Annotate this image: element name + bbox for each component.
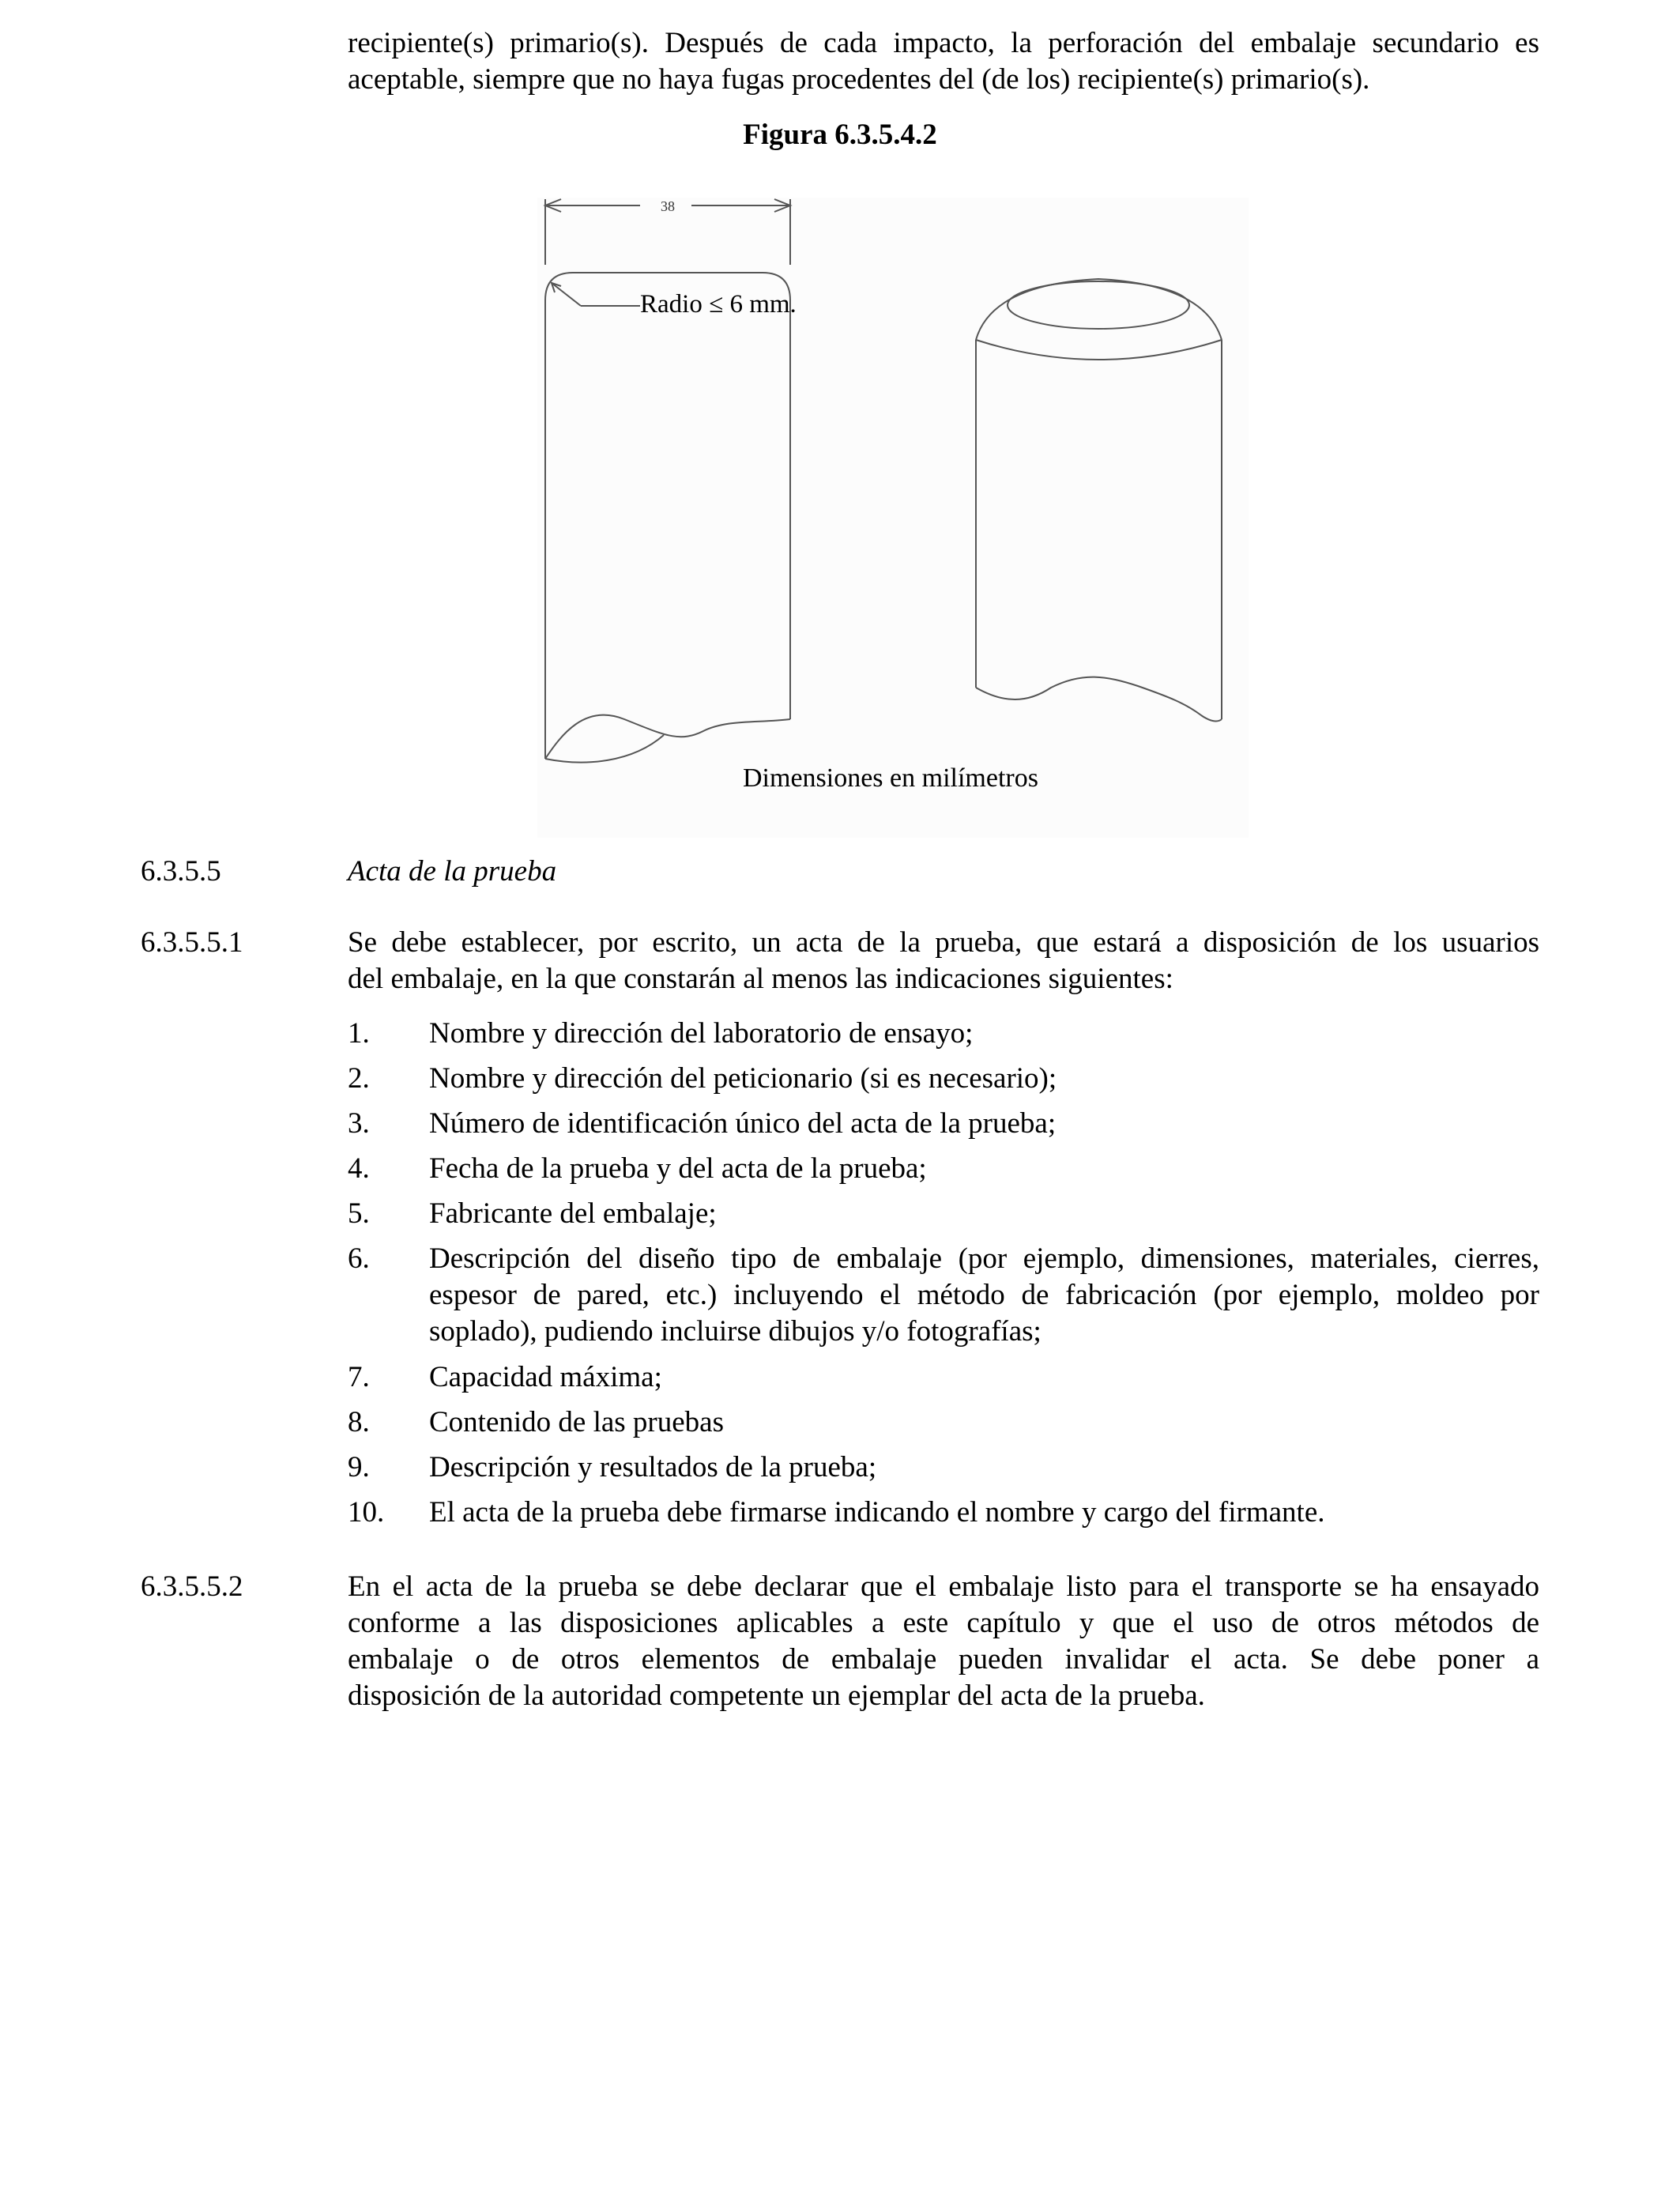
list-item-number: 6. xyxy=(348,1242,370,1275)
list-item-number: 3. xyxy=(348,1107,370,1140)
intro-line: aceptable, siempre que no haya fugas procedentes del (de los) recipiente(s) primario(s). xyxy=(348,63,1370,96)
list-item-text: Contenido de las pruebas xyxy=(429,1406,724,1438)
units-note: Dimensiones en milímetros xyxy=(743,763,1038,793)
intro-paragraph xyxy=(348,25,1539,98)
list-item xyxy=(429,1061,1539,1097)
list-item-text: Descripción y resultados de la prueba; xyxy=(429,1451,877,1483)
list-item-number: 10. xyxy=(348,1496,385,1529)
paragraph-line: En el acta de la prueba se debe declarar que el embalaje listo para el transporte se ha ensayado xyxy=(348,1570,1539,1603)
list-item-text: espesor de pared, etc.) incluyendo el método de fabricación (por ejemplo, moldeo por xyxy=(429,1279,1539,1311)
list-item xyxy=(429,1404,1539,1441)
list-item-number: 9. xyxy=(348,1451,370,1483)
paragraph-line: embalaje o de otros elementos de embalaje pueden invalidar el acta. Se debe poner a xyxy=(348,1643,1539,1676)
list-item-number: 2. xyxy=(348,1062,370,1095)
list-item-text: Capacidad máxima; xyxy=(429,1361,662,1393)
list-item-number: 8. xyxy=(348,1406,370,1438)
list-item-number: 5. xyxy=(348,1197,370,1230)
list-item-number: 7. xyxy=(348,1361,370,1393)
list-item-text: Fecha de la prueba y del acta de la prueba; xyxy=(429,1152,927,1185)
list-item-number: 4. xyxy=(348,1152,370,1185)
intro-line: recipiente(s) primario(s). Después de cada impacto, la perforación del embalaje secundario es xyxy=(348,27,1539,59)
paragraph-line: conforme a las disposiciones aplicables a este capítulo y que el uso de otros métodos de xyxy=(348,1607,1539,1639)
list-item xyxy=(429,1196,1539,1232)
paragraph-number: 6.3.5.5.2 xyxy=(141,1570,243,1603)
list-item xyxy=(429,1106,1539,1142)
list-item-text: El acta de la prueba debe firmarse indicando el nombre y cargo del firmante. xyxy=(429,1496,1325,1529)
paragraph-line: Se debe establecer, por escrito, un acta de la prueba, que estará a disposición de los usuarios xyxy=(348,926,1539,959)
figure-drawing xyxy=(537,198,1249,838)
section-title: Acta de la prueba xyxy=(348,855,557,888)
figure-caption: Figura 6.3.5.4.2 xyxy=(743,119,937,151)
paragraph-text xyxy=(348,1569,1539,1714)
list-item xyxy=(429,1241,1539,1350)
list-item xyxy=(429,1151,1539,1187)
paragraph-line: disposición de la autoridad competente un ejemplar del acta de la prueba. xyxy=(348,1679,1205,1712)
list-item-text: Nombre y dirección del peticionario (si es necesario); xyxy=(429,1062,1057,1095)
list-item-text: Número de identificación único del acta de la prueba; xyxy=(429,1107,1057,1140)
paragraph-number: 6.3.5.5.1 xyxy=(141,926,243,959)
list-item-number: 1. xyxy=(348,1017,370,1050)
list-item-text: Nombre y dirección del laboratorio de ensayo; xyxy=(429,1017,974,1050)
list-item-text: Fabricante del embalaje; xyxy=(429,1197,717,1230)
section-number: 6.3.5.5 xyxy=(141,855,221,888)
list-item-text: Descripción del diseño tipo de embalaje (por ejemplo, dimensiones, materiales, cierres, xyxy=(429,1242,1539,1275)
radius-label: Radio ≤ 6 mm. xyxy=(640,290,797,319)
list-item xyxy=(429,1495,1539,1531)
list-item xyxy=(429,1016,1539,1052)
list-item xyxy=(429,1359,1539,1396)
list-item-text: soplado), pudiendo incluirse dibujos y/o fotografías; xyxy=(429,1315,1042,1348)
paragraph-text xyxy=(348,925,1539,997)
dimension-value: 38 xyxy=(661,198,675,214)
paragraph-line: del embalaje, en la que constarán al menos las indicaciones siguientes: xyxy=(348,963,1173,995)
list-item xyxy=(429,1449,1539,1486)
